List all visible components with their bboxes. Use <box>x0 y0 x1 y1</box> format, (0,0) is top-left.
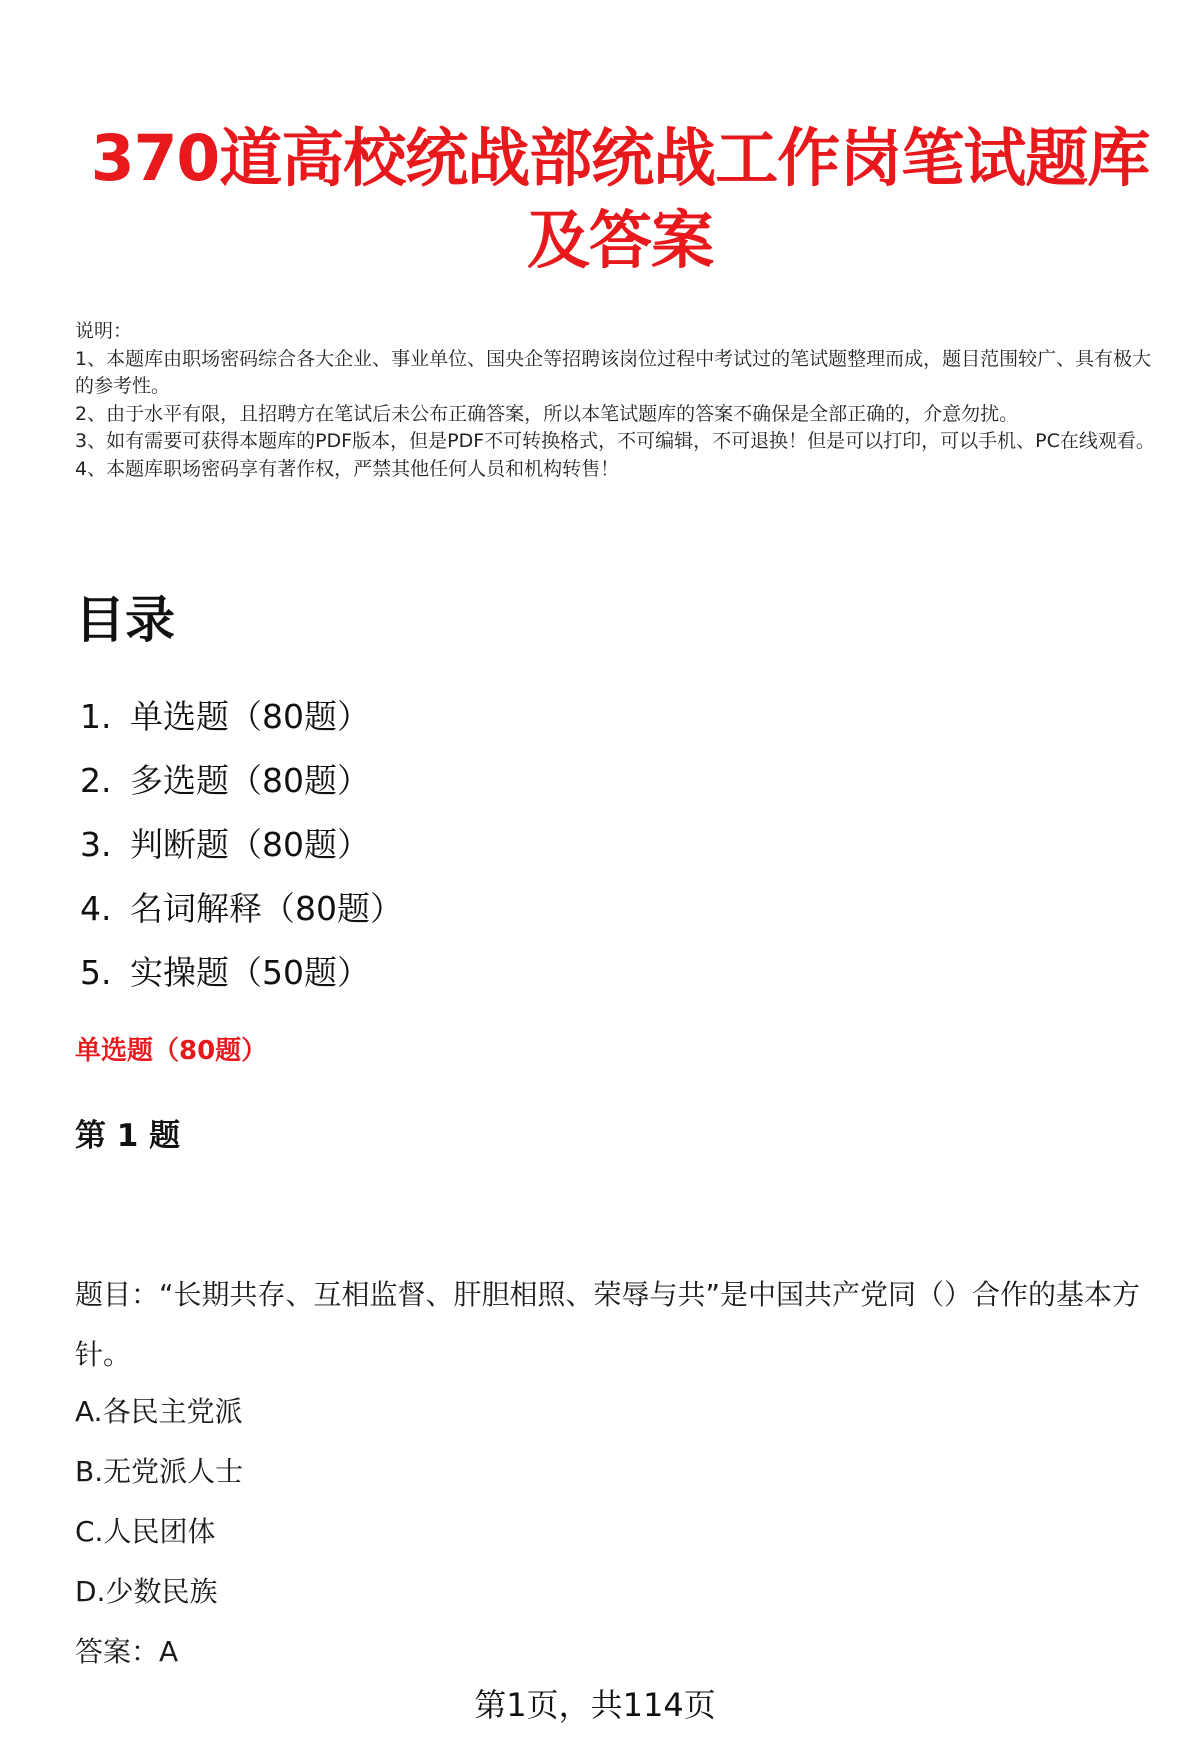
toc-item[interactable] <box>80 685 403 749</box>
notes-item: 2、由于水平有限，且招聘方在笔试后未公布正确答案，所以本笔试题库的答案不确保是全部正确的，介意勿扰。 <box>75 402 1019 425</box>
question-text: 题目：“长期共存、互相监督、肝胆相照、荣辱与共”是中国共产党同（）合作的基本方针。 <box>75 1278 1141 1371</box>
question-number: 第 1 题 <box>75 1118 181 1154</box>
toc-heading: 目录 <box>75 591 175 649</box>
toc-item-label: 名词解释（80题） <box>130 889 403 928</box>
toc-list <box>80 685 403 1005</box>
toc-item-number: 1. <box>80 697 112 736</box>
question-options <box>75 1382 243 1622</box>
question-answer: 答案：A <box>75 1635 179 1668</box>
notes-item: 4、本题库职场密码享有著作权，严禁其他任何人员和机构转售！ <box>75 457 620 480</box>
toc-item-number: 4. <box>80 889 112 928</box>
notes-block <box>75 318 1155 483</box>
notes-heading: 说明： <box>75 320 133 342</box>
toc-item[interactable] <box>80 813 403 877</box>
option-b: B.无党派人士 <box>75 1455 244 1488</box>
option-c: C.人民团体 <box>75 1515 216 1548</box>
toc-item[interactable] <box>80 941 403 1005</box>
toc-item-label: 实操题（50题） <box>130 953 370 992</box>
notes-item: 1、本题库由职场密码综合各大企业、事业单位、国央企等招聘该岗位过程中考试过的笔试题整理而成，题目范围较广、具有极大的参考性。 <box>75 347 1152 397</box>
option-d: D.少数民族 <box>75 1575 218 1608</box>
toc-item-number: 5. <box>80 953 112 992</box>
toc-item-number: 3. <box>80 825 112 864</box>
section-title: 单选题（80题） <box>75 1036 268 1066</box>
toc-item[interactable] <box>80 877 403 941</box>
toc-item-label: 多选题（80题） <box>130 761 370 800</box>
notes-item: 3、如有需要可获得本题库的PDF版本，但是PDF不可转换格式，不可编辑，不可退换！但是可以打印，可以手机、PC在线观看。 <box>75 430 1155 452</box>
page-footer: 第1页，共114页 <box>474 1686 716 1724</box>
document-title: 370道高校统战部统战工作岗笔试题库及答案 <box>90 122 1150 277</box>
toc-item-label: 判断题（80题） <box>130 825 370 864</box>
toc-item-label: 单选题（80题） <box>130 697 370 736</box>
toc-item-number: 2. <box>80 761 112 800</box>
toc-item[interactable] <box>80 749 403 813</box>
option-a: A.各民主党派 <box>75 1395 243 1428</box>
